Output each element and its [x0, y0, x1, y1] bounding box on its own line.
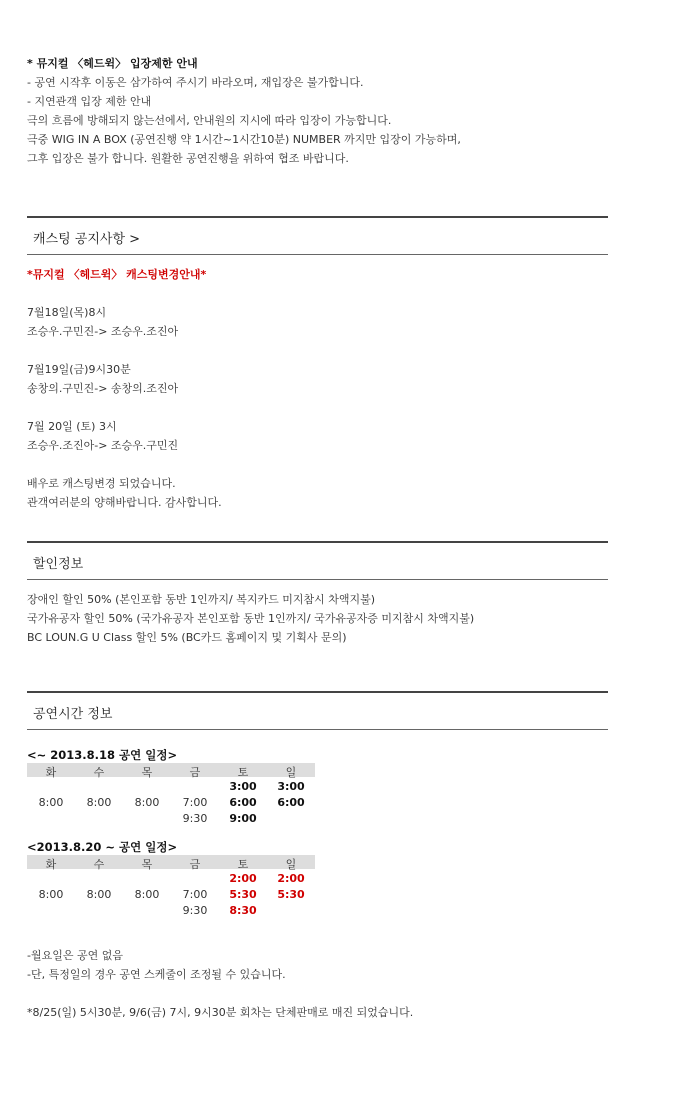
discount-line: 국가유공자 할인 50% (국가유공자 본인포함 동반 1인까지/ 국가유공자증 미지참시 차액지불): [27, 612, 475, 625]
casting-closing: 배우로 캐스팅변경 되었습니다.: [27, 477, 176, 490]
showtime-cell: 8:00: [38, 888, 64, 901]
day-header: 토: [237, 766, 249, 779]
showtime-cell: 9:30: [182, 904, 208, 917]
casting-detail: 조승우.조진아-> 조승우.구민진: [27, 439, 179, 452]
casting-detail: 송창의.구민진-> 송창의.조진아: [27, 382, 179, 395]
day-header: 목: [141, 766, 153, 779]
showtime-cell: 8:00: [86, 796, 112, 809]
casting-detail: 조승우.구민진-> 조승우.조진아: [27, 325, 179, 338]
discount-line: 장애인 할인 50% (본인포함 동반 1인까지/ 복지카드 미지참시 차액지불): [27, 593, 375, 606]
showtime-cell: 8:00: [38, 796, 64, 809]
schedule-title: <2013.8.20 ~ 공연 일정>: [27, 840, 178, 854]
soldout-note: *8/25(일) 5시30분, 9/6(금) 7시, 9시30분 회차는 단체판매로 매진 되었습니다.: [27, 1006, 414, 1019]
showtime-cell: 5:30: [229, 888, 257, 901]
showtime-cell: 8:00: [86, 888, 112, 901]
notice-title: * 뮤지컬 〈헤드윅〉 입장제한 안내: [27, 57, 198, 70]
showtime-cell: 7:00: [182, 888, 208, 901]
section-divider: [27, 216, 608, 218]
casting-subtitle: *뮤지컬 〈헤드윅〉 캐스팅변경안내*: [27, 268, 207, 281]
casting-heading: 캐스팅 공지사항 >: [33, 232, 141, 247]
showtime-cell: 3:00: [277, 780, 305, 793]
showtime-cell: 8:00: [134, 888, 160, 901]
casting-closing: 관객여러분의 양해바랍니다. 감사합니다.: [27, 496, 222, 509]
day-header: 토: [237, 858, 249, 871]
discount-line: BC LOUN.G U Class 할인 5% (BC카드 홈페이지 및 기획사 문의): [27, 631, 347, 644]
day-header: 화: [45, 858, 57, 871]
section-divider: [27, 691, 608, 693]
casting-date: 7월 20일 (토) 3시: [27, 420, 117, 433]
showtime-cell: 6:00: [229, 796, 257, 809]
notice-line: 극중 WIG IN A BOX (공연진행 약 1시간~1시간10분) NUMBER 까지만 입장이 가능하며,: [27, 133, 461, 146]
notice-line: 그후 입장은 불가 합니다. 원활한 공연진행을 위하여 협조 바랍니다.: [27, 152, 349, 165]
showtime-cell: 3:00: [229, 780, 257, 793]
notice-line: 극의 흐름에 방해되지 않는선에서, 안내원의 지시에 따라 입장이 가능합니다.: [27, 114, 392, 127]
notice-line: - 공연 시작후 이동은 삼가하여 주시기 바라오며, 재입장은 불가합니다.: [27, 76, 364, 89]
showtime-cell: 2:00: [277, 872, 305, 885]
schedule-note: -월요일은 공연 없음: [27, 949, 123, 962]
showtime-heading: 공연시간 정보: [33, 707, 113, 722]
day-header: 화: [45, 766, 57, 779]
showtime-cell: 9:30: [182, 812, 208, 825]
casting-date: 7월18일(목)8시: [27, 306, 107, 319]
showtime-cell: 9:00: [229, 812, 257, 825]
section-divider: [27, 729, 608, 730]
schedule-note: -단, 특정일의 경우 공연 스케줄이 조정될 수 있습니다.: [27, 968, 286, 981]
showtime-cell: 6:00: [277, 796, 305, 809]
showtime-cell: 2:00: [229, 872, 257, 885]
day-header: 금: [189, 766, 201, 779]
day-header: 목: [141, 858, 153, 871]
day-header: 금: [189, 858, 201, 871]
section-divider: [27, 254, 608, 255]
day-header: 수: [93, 766, 105, 779]
notice-line: - 지연관객 입장 제한 안내: [27, 95, 152, 108]
showtime-cell: 8:30: [229, 904, 257, 917]
showtime-cell: 8:00: [134, 796, 160, 809]
showtime-cell: 5:30: [277, 888, 305, 901]
section-divider: [27, 579, 608, 580]
schedule-title: <~ 2013.8.18 공연 일정>: [27, 748, 178, 762]
discount-heading: 할인정보: [33, 557, 84, 572]
section-divider: [27, 541, 608, 543]
casting-date: 7월19일(금)9시30분: [27, 363, 131, 376]
day-header: 일: [285, 766, 297, 779]
day-header: 수: [93, 858, 105, 871]
showtime-cell: 7:00: [182, 796, 208, 809]
day-header: 일: [285, 858, 297, 871]
